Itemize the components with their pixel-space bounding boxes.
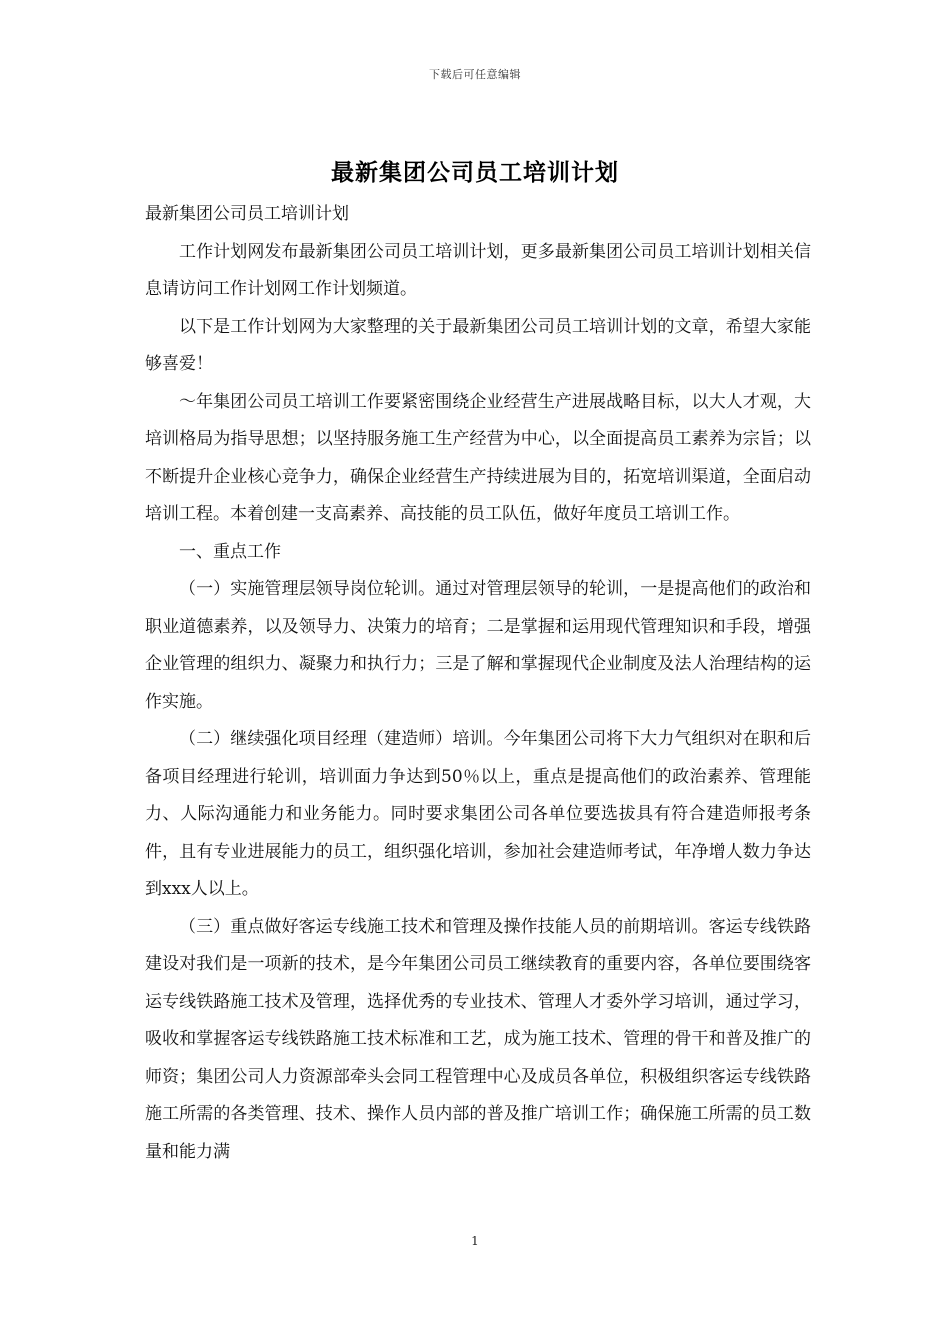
body-paragraph: ～年集团公司员工培训工作要紧密围绕企业经营生产进展战略目标，以大人才观，大培训格局为指导思想；以坚持服务施工生产经营为中心，以全面提高员工素养为宗旨；以不断提升企业核心竞争力，确保企业经营生产持续进展为目的，拓宽培训渠道，全面启动培训工程。本着创建一支高素养、高技能的员工队伍，做好年度员工培训工作。	[145, 391, 811, 524]
body-paragraph: （二）继续强化项目经理（建造师）培训。今年集团公司将下大力气组织对在职和后备项目经理进行轮训，培训面力争达到50％以上，重点是提高他们的政治素养、管理能力、人际沟通能力和业务能力。同时要求集团公司各单位要选拔具有符合建造师报考条件，且有专业进展能力的员工，组织强化培训，参加社会建造师考试，年净增人数力争达到xxx人以上。	[145, 729, 811, 899]
document-body	[145, 196, 811, 1171]
subtitle-paragraph: 最新集团公司员工培训计划	[145, 204, 349, 224]
body-paragraph: （三）重点做好客运专线施工技术和管理及操作技能人员的前期培训。客运专线铁路建设对我们是一项新的技术，是今年集团公司员工继续教育的重要内容，各单位要围绕客运专线铁路施工技术及管理，选择优秀的专业技术、管理人才委外学习培训，通过学习，吸收和掌握客运专线铁路施工技术标准和工艺，成为施工技术、管理的骨干和普及推广的师资；集团公司人力资源部牵头会同工程管理中心及成员各单位，积极组织客运专线铁路施工所需的各类管理、技术、操作人员内部的普及推广培训工作；确保施工所需的员工数量和能力满	[145, 916, 811, 1162]
page-number: 1	[471, 1234, 479, 1248]
header-note: 下载后可任意编辑	[429, 68, 521, 81]
intro-paragraph: 工作计划网发布最新集团公司员工培训计划，更多最新集团公司员工培训计划相关信息请访问工作计划网工作计划频道。	[145, 241, 811, 299]
intro-paragraph: 以下是工作计划网为大家整理的关于最新集团公司员工培训计划的文章，希望大家能够喜爱！	[145, 316, 811, 374]
section-heading: 一、重点工作	[179, 541, 281, 562]
document-title: 最新集团公司员工培训计划	[331, 159, 619, 186]
body-paragraph: （一）实施管理层领导岗位轮训。通过对管理层领导的轮训，一是提高他们的政治和职业道德素养，以及领导力、决策力的培育；二是掌握和运用现代管理知识和手段，增强企业管理的组织力、凝聚力和执行力；三是了解和掌握现代企业制度及法人治理结构的运作实施。	[145, 579, 811, 712]
